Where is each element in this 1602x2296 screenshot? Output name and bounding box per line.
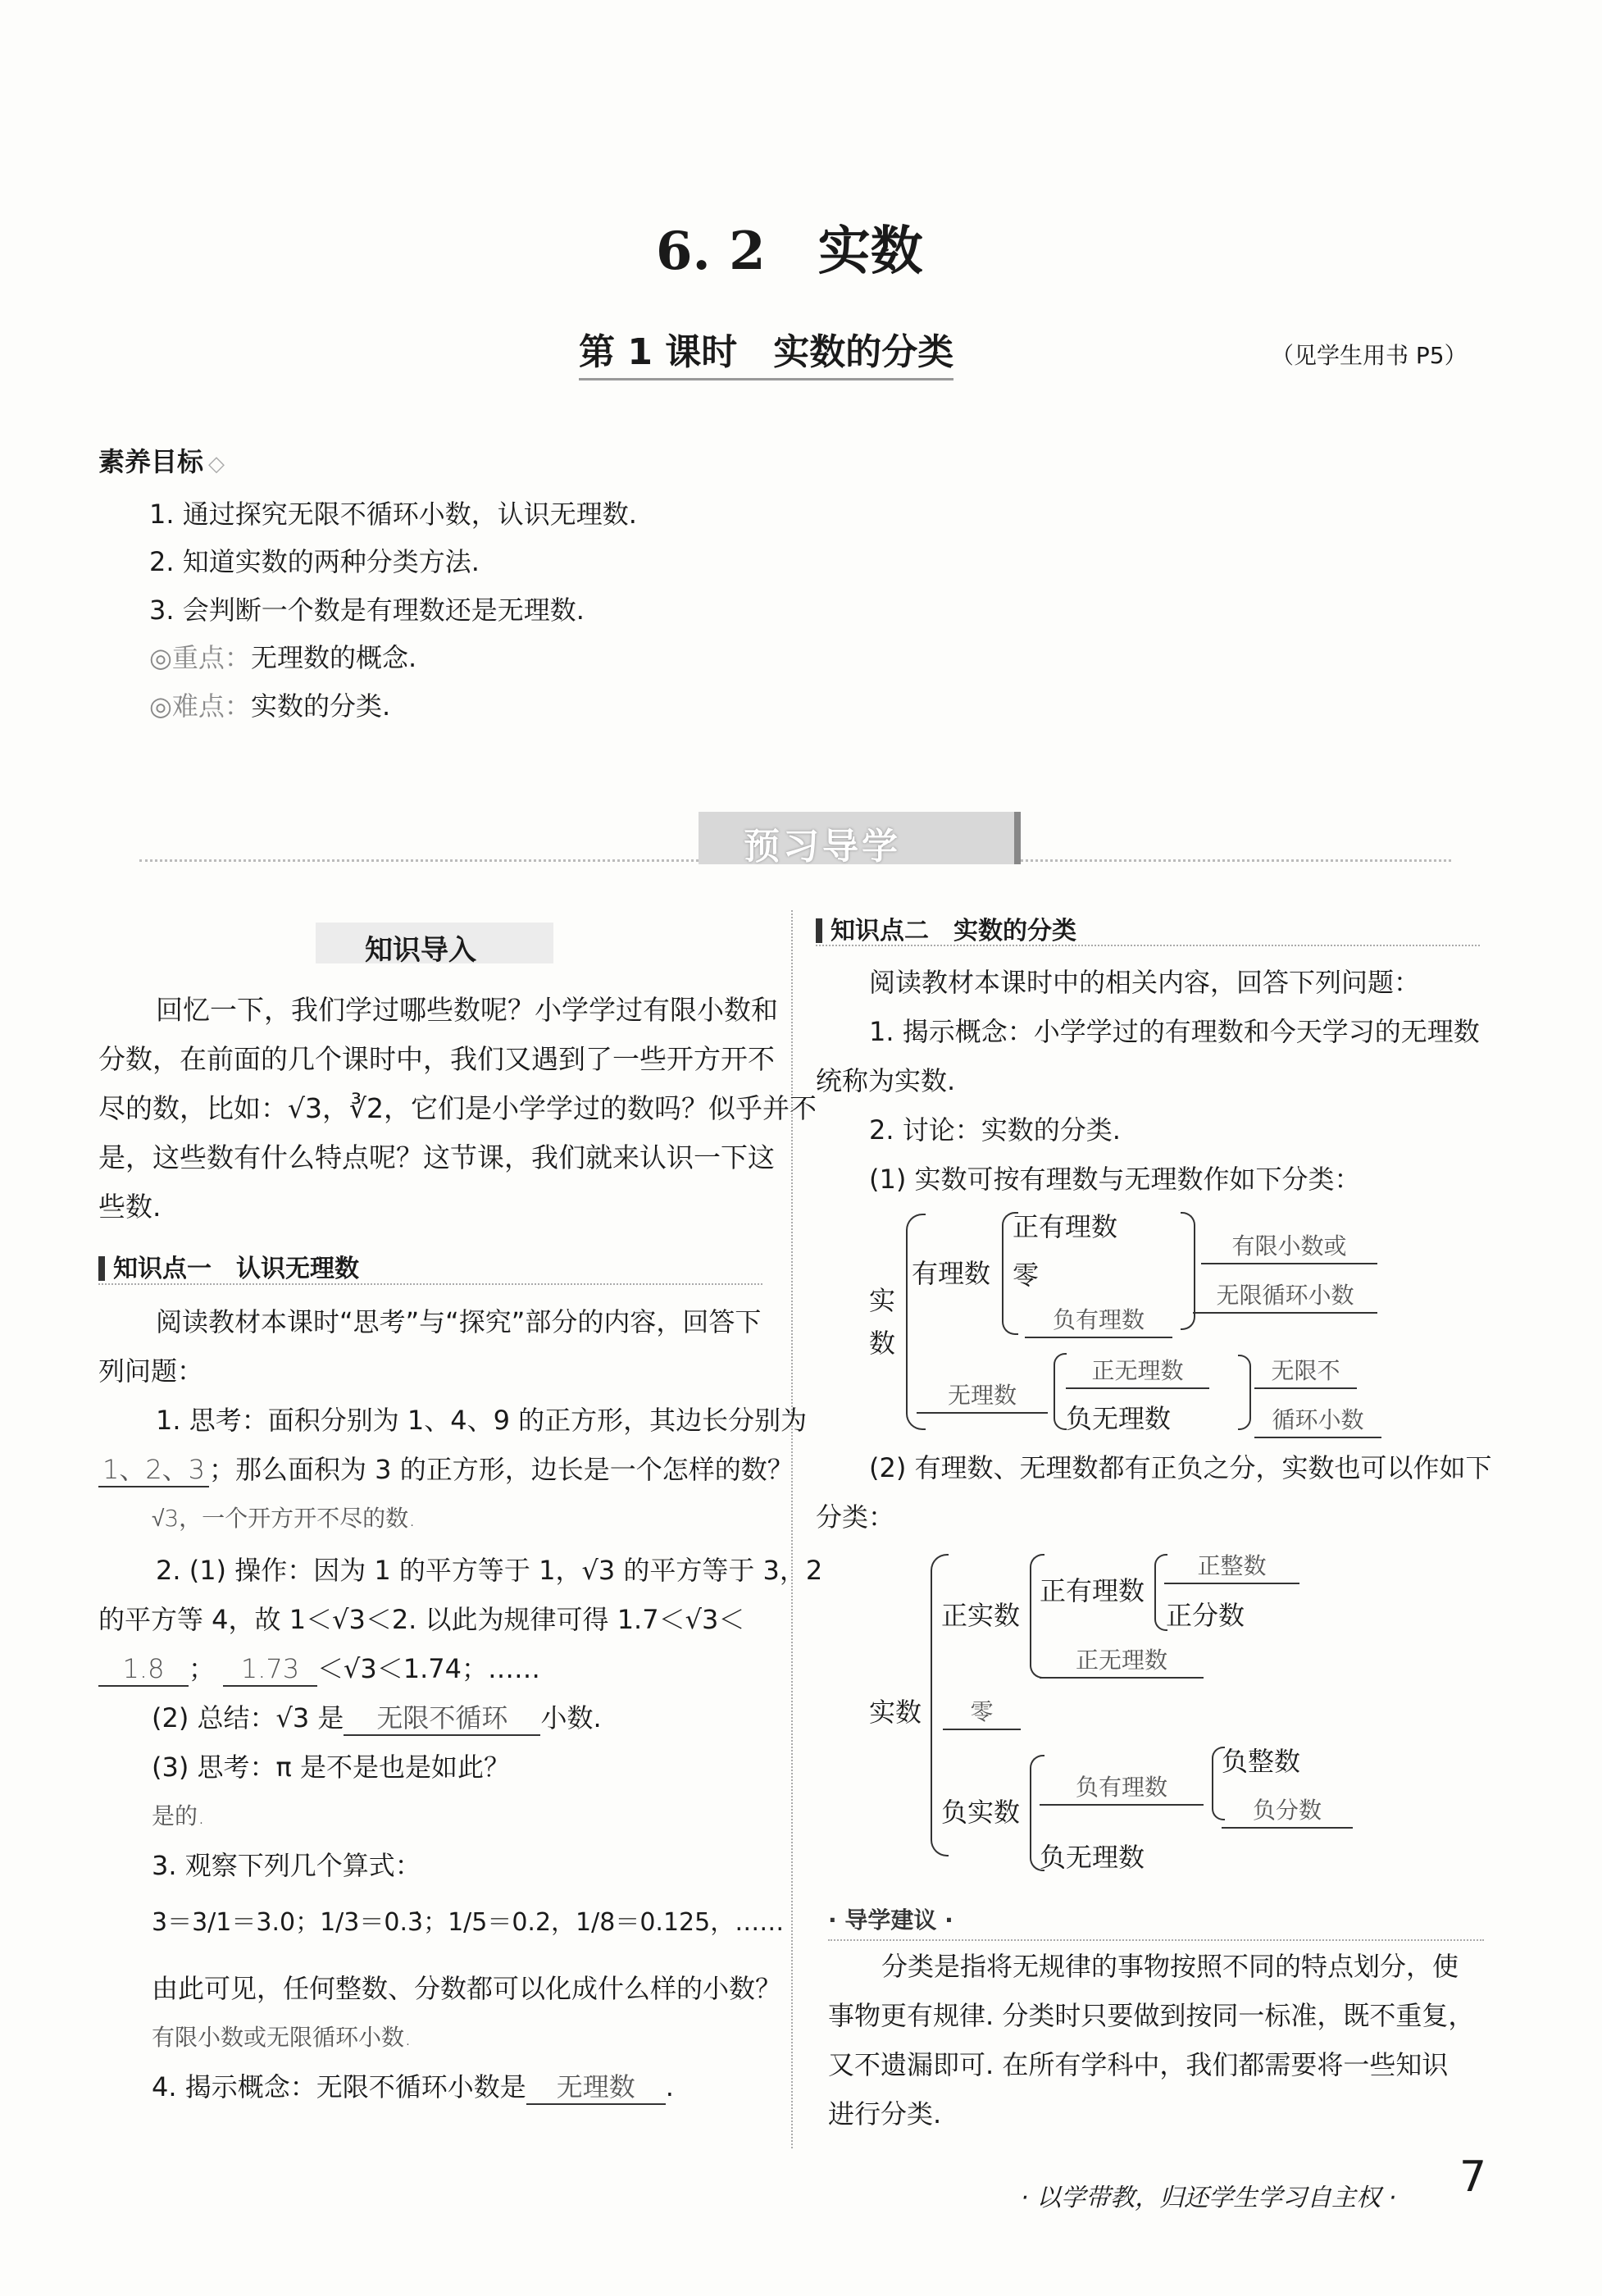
tree1-root: 实数 xyxy=(869,1285,896,1359)
answer-blank: 无理数 xyxy=(526,2070,666,2105)
answer-blank: 1.8 xyxy=(98,1652,189,1687)
answer-blank: 零 xyxy=(943,1696,1021,1730)
kp2-line: (1) 实数可按有理数与无理数作如下分类： xyxy=(869,1164,1361,1195)
intro-line: 分数，在前面的几个课时中，我们又遇到了一些开方开不 xyxy=(98,1043,775,1075)
tree2-pos-real: 正实数 xyxy=(941,1600,1021,1631)
section-marker-icon xyxy=(816,918,822,943)
question-2-think: (3) 思考：π 是不是也是如此？ xyxy=(152,1752,510,1783)
kp2-line: 统称为实数. xyxy=(816,1065,956,1096)
answer-blank: 有限小数或 xyxy=(1201,1230,1377,1264)
advice-rule xyxy=(828,1939,1484,1941)
question-3: 3. 观察下列几个算式： xyxy=(152,1850,421,1881)
tree2-neg-int: 负整数 xyxy=(1222,1746,1301,1777)
page-number: 7 xyxy=(1459,2152,1487,2202)
answer-blank: 无限循环小数 xyxy=(1193,1279,1377,1314)
question-3-ask: 由此可见，任何整数、分数都可以化成什么样的小数？ xyxy=(152,1973,782,2004)
answer-blank: 无限不循环 xyxy=(344,1702,540,1736)
tree1-nonrepeat-brace xyxy=(1238,1355,1251,1430)
tree1-rational: 有理数 xyxy=(912,1258,991,1289)
intro-line: 些数. xyxy=(98,1191,162,1223)
tree2-root: 实数 xyxy=(869,1697,922,1728)
tree1-pos-rational: 正有理数 xyxy=(1013,1211,1118,1242)
intro-line: 回忆一下，我们学过哪些数呢？小学学过有限小数和 xyxy=(156,994,778,1026)
kp2-title: 知识点二 实数的分类 xyxy=(816,910,1076,946)
answer-blank: 1.73 xyxy=(223,1652,317,1687)
kp2-rule xyxy=(816,945,1480,946)
goal-item: 1. 通过探究无限不循环小数，认识无理数. xyxy=(149,499,637,530)
difficult-point: ◎难点：实数的分类. xyxy=(149,690,391,722)
intro-title: 知识导入 xyxy=(365,934,476,967)
tree2-neg-real: 负实数 xyxy=(941,1797,1021,1828)
kp2-line: 分类： xyxy=(816,1501,895,1533)
banner-box xyxy=(699,812,1021,868)
advice-line: 分类是指将无规律的事物按照不同的特点划分，使 xyxy=(881,1951,1459,1982)
tree2-neg-irrational: 负无理数 xyxy=(1040,1842,1145,1873)
key-point: ◎重点：无理数的概念. xyxy=(149,642,417,673)
question-1: 1. 思考：面积分别为 1、4、9 的正方形，其边长分别为 xyxy=(156,1405,808,1436)
kp2-line: 2. 讨论：实数的分类. xyxy=(869,1114,1121,1146)
book-reference: （见学生用书 P5） xyxy=(1271,342,1468,369)
intro-line: 尽的数，比如：√3，∛2，它们是小学学过的数吗？似乎并不 xyxy=(98,1092,817,1124)
goal-item: 3. 会判断一个数是有理数还是无理数. xyxy=(149,594,585,626)
answer-blank: 循环小数 xyxy=(1254,1404,1381,1438)
goal-item: 2. 知道实数的两种分类方法. xyxy=(149,546,480,577)
question-1-cont: 1、2、3 ；那么面积为 3 的正方形，边长是一个怎样的数？ xyxy=(98,1453,794,1487)
question-2-cont: 的平方等 4，故 1＜√3＜2. 以此为规律可得 1.7＜√3＜ xyxy=(98,1604,745,1635)
answer-text: 有限小数或无限循环小数. xyxy=(152,2024,412,2051)
kp2-line: 阅读教材本课时中的相关内容，回答下列问题： xyxy=(869,967,1421,998)
answer-blank: 正无理数 xyxy=(1040,1644,1204,1679)
tree1-zero: 零 xyxy=(1013,1260,1040,1291)
answer-text: √3，一个开方开不尽的数. xyxy=(152,1505,416,1532)
question-2: 2. (1) 操作：因为 1 的平方等于 1，√3 的平方等于 3，2 xyxy=(156,1555,823,1586)
kp2-line: (2) 有理数、无理数都有正负之分，实数也可以作如下 xyxy=(869,1452,1492,1483)
answer-text: 是的. xyxy=(152,1802,205,1829)
answer-blank: 负有理数 xyxy=(1040,1771,1204,1806)
answer-blank: 负分数 xyxy=(1222,1794,1353,1829)
tree2-pos-rational: 正有理数 xyxy=(1040,1575,1145,1606)
answer-blank: 正无理数 xyxy=(1066,1355,1209,1389)
question-2-summary: (2) 总结：√3 是 无限不循环 小数. xyxy=(152,1702,602,1736)
answer-blank: 1、2、3 xyxy=(98,1453,209,1487)
footer-slogan: · 以学带教，归还学生学习自主权 · xyxy=(1021,2184,1397,2212)
advice-line: 进行分类. xyxy=(828,2098,942,2130)
tree1-irrational-brace xyxy=(1054,1353,1067,1430)
kp1-title: 知识点一 认识无理数 xyxy=(98,1248,359,1284)
goals-heading: 素养目标 ◇ xyxy=(98,446,225,477)
tree2-pos-frac: 正分数 xyxy=(1166,1600,1245,1631)
kp2-line: 1. 揭示概念：小学学过的有理数和今天学习的无理数 xyxy=(869,1016,1480,1047)
intro-title-box xyxy=(316,922,553,967)
question-4: 4. 揭示概念：无限不循环小数是 无理数 . xyxy=(152,2070,674,2105)
question-2-answers: 1.8 ； 1.73 ＜√3＜1.74；…… xyxy=(98,1652,540,1687)
intro-line: 是，这些数有什么特点呢？这节课，我们就来认识一下这 xyxy=(98,1141,775,1173)
section-marker-icon xyxy=(98,1256,105,1281)
lesson-title: 第 1 课时 实数的分类 xyxy=(579,322,953,380)
question-3-formula: 3＝3/1＝3.0；1/3＝0.3̇；1/5＝0.2，1/8＝0.125，…… xyxy=(152,1908,785,1937)
diamond-icon: ◇ xyxy=(208,452,225,476)
advice-line: 又不遗漏即可. 在所有学科中，我们都需要将一些知识 xyxy=(828,2049,1449,2080)
advice-title: · 导学建议 · xyxy=(828,1906,953,1934)
answer-blank: 正整数 xyxy=(1164,1550,1299,1584)
kp1-read-line: 列问题： xyxy=(98,1355,204,1387)
kp1-read-line: 阅读教材本课时“思考”与“探究”部分的内容，回答下 xyxy=(156,1306,762,1337)
tree1-neg-irrational: 负无理数 xyxy=(1066,1403,1172,1434)
answer-blank: 负有理数 xyxy=(1025,1304,1172,1338)
section-title: 6. 2 实数 xyxy=(656,221,923,282)
banner-label: 预习导学 xyxy=(744,826,901,868)
advice-line: 事物更有规律. 分类时只要做到按同一标准，既不重复， xyxy=(828,2000,1475,2031)
kp1-rule xyxy=(98,1283,762,1285)
answer-blank: 无理数 xyxy=(917,1379,1048,1414)
answer-blank: 无限不 xyxy=(1254,1355,1357,1389)
